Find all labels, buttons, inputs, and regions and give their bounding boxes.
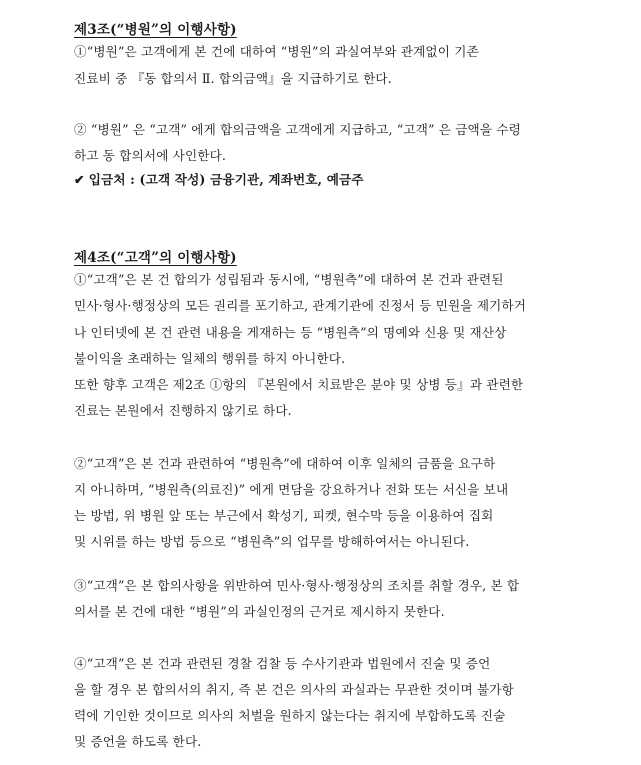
article-4-p3-line-1: ③“고객”은 본 합의사항을 위반하여 민사·형사·행정상의 조치를 취할 경우, 본 합 <box>74 578 520 593</box>
checkmark-icon: ✔ <box>74 172 85 187</box>
article-4-p4-line-1: ④“고객”은 본 건과 관련된 경찰 검찰 등 수사기관과 법원에서 진술 및 증언 <box>74 656 491 671</box>
article-4-p1-line-6: 진료는 본원에서 진행하지 않기로 하다. <box>74 403 292 418</box>
article-3-p2-line-1: ② “병원” 은 “고객” 에게 합의금액을 고객에게 지급하고, “고객” 은 금액을 수령 <box>74 122 521 137</box>
article-4-p2-line-3: 는 방법, 위 병원 앞 또는 부근에서 확성기, 피켓, 현수막 등을 이용하여 집회 <box>74 508 494 523</box>
article-4-p1-line-2: 민사·형사·행정상의 모든 권리를 포기하고, 관계기관에 진정서 등 민원을 제기하거 <box>74 298 527 313</box>
article-3-heading: 제3조(“병원”의 이행사항) <box>74 22 237 38</box>
article-4-p1-line-1: ①“고객”은 본 건 합의가 성립됨과 동시에, “병원측”에 대하여 본 건과 관련된 <box>74 272 504 287</box>
article-4-p1-line-3: 나 인터넷에 본 건 관련 내용을 게재하는 등 “병원측”의 명예와 신용 및 재산상 <box>74 325 507 340</box>
article-4-p1-line-4: 불이익을 초래하는 일체의 행위를 하지 아니한다. <box>74 351 346 366</box>
article-4-p4-line-4: 및 증언을 하도록 한다. <box>74 734 202 749</box>
article-3-p1-line-1: ①“병원”은 고객에게 본 건에 대하여 “병원”의 과실여부와 관계없이 기존 <box>74 44 479 59</box>
article-4-p4-line-3: 력에 기인한 것이므로 의사의 처벌을 원하지 않는다는 취지에 부합하도록 진술 <box>74 708 506 723</box>
article-3-p1-line-2: 진료비 중 『동 합의서 Ⅱ. 합의금액』을 지급하기로 한다. <box>74 71 392 86</box>
article-4-p2-line-4: 및 시위를 하는 방법 등으로 “병원측”의 업무를 방해하여서는 아니된다. <box>74 534 470 549</box>
article-4-p1-line-5: 또한 향후 고객은 제2조 ①항의 『본원에서 치료받은 분야 및 상병 등』과 관련한 <box>74 377 524 392</box>
article-3-p2-line-2: 하고 동 합의서에 사인한다. <box>74 148 227 163</box>
deposit-info-line <box>74 174 364 187</box>
article-4-p2-line-1: ②“고객”은 본 건과 관련하여 “병원측”에 대하여 이후 일체의 금품을 요구하 <box>74 456 496 471</box>
article-4-heading: 제4조(“고객”의 이행사항) <box>74 250 237 266</box>
deposit-info-text: 입금처 : (고객 작성) 금융기관, 계좌번호, 예금주 <box>88 172 364 187</box>
article-4-p3-line-2: 의서를 본 건에 대한 “병원”의 과실인정의 근거로 제시하지 못한다. <box>74 604 445 619</box>
article-4-p4-line-2: 을 할 경우 본 합의서의 취지, 즉 본 건은 의사의 과실과는 무관한 것이며 불가항 <box>74 682 514 697</box>
article-4-p2-line-2: 지 아니하며, “병원측(의료진)” 에게 면담을 강요하거나 전화 또는 서신을 보내 <box>74 482 509 497</box>
